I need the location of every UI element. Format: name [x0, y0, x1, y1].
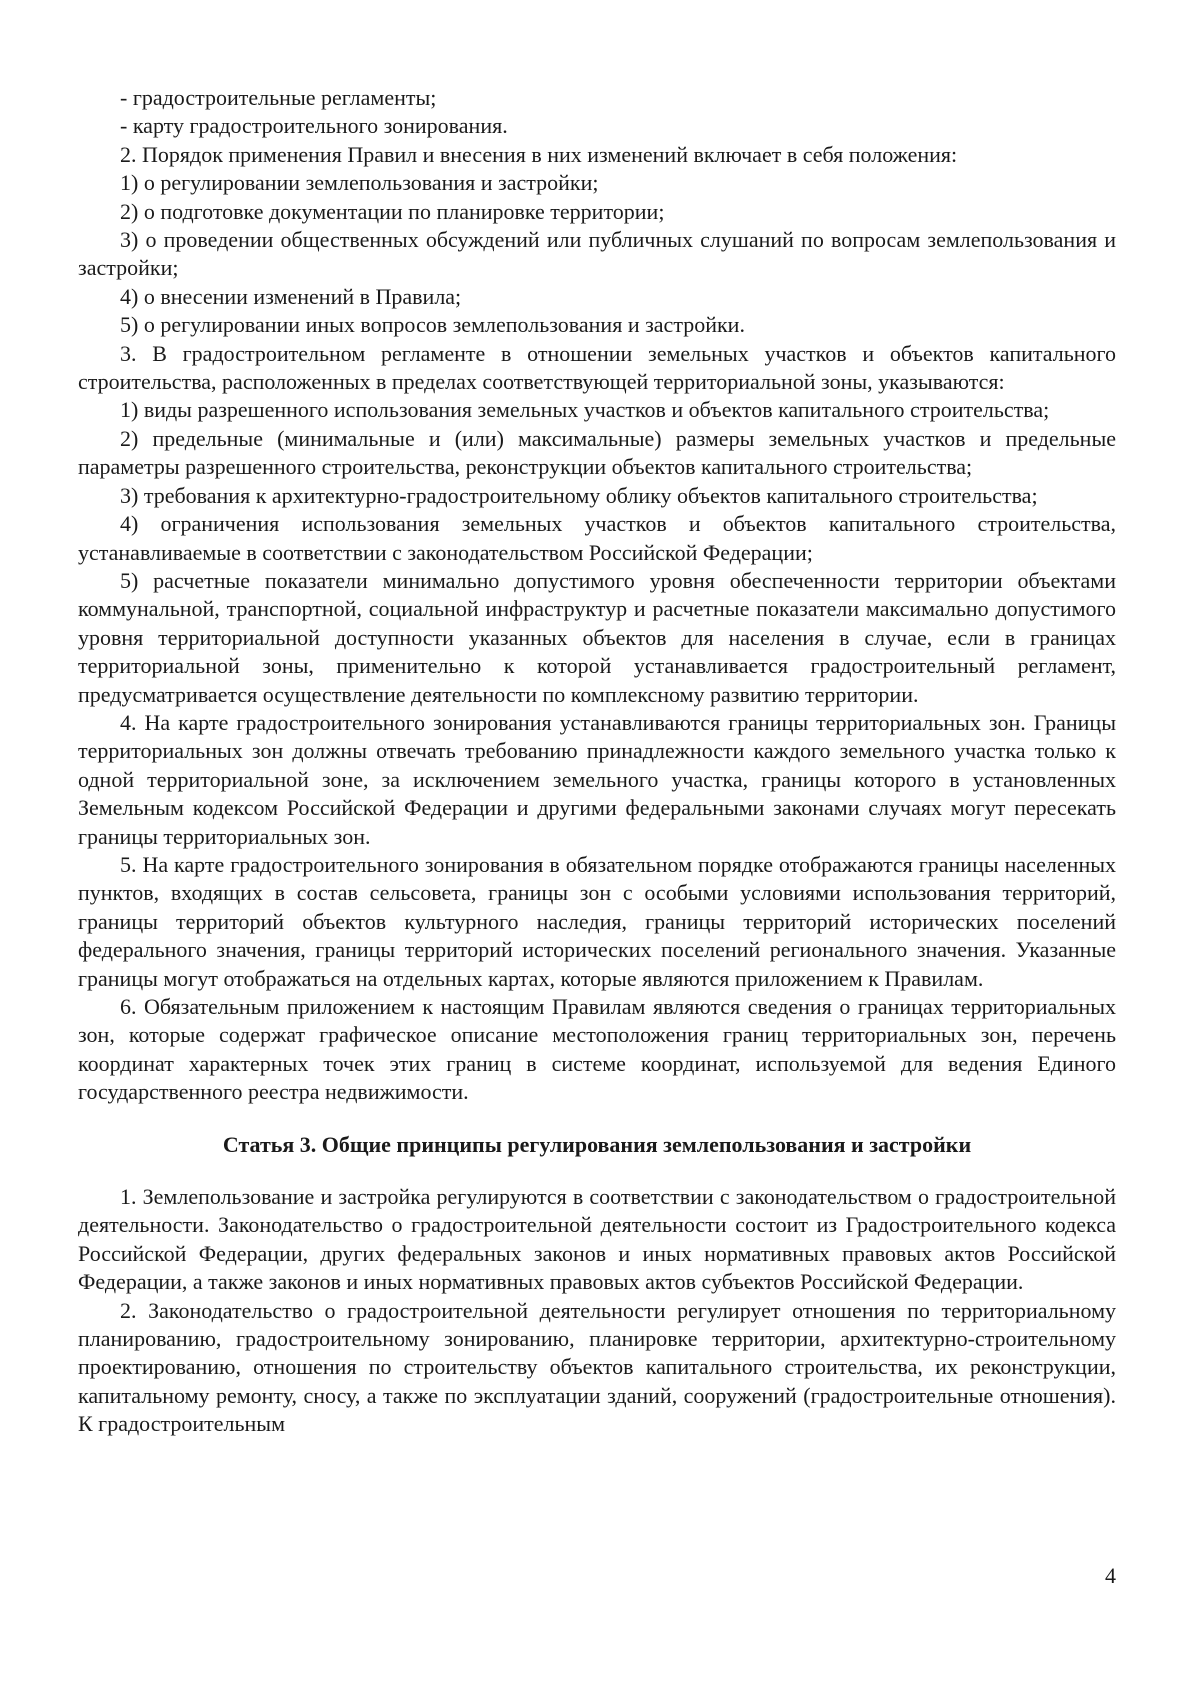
paragraph: 3) о проведении общественных обсуждений или публичных слушаний по вопросам землепользования и застройки;	[78, 227, 1116, 281]
document-body	[78, 84, 1116, 1439]
paragraph: 2. Законодательство о градостроительной деятельности регулирует отношения по территориальному планированию, градостроительному зонированию, планировке территории, архитектурно-строительному проектированию, отношения по строительству объектов капитального строительства, их реконструкции, капитальному ремонту, сносу, а также по эксплуатации зданий, сооружений (градостроительные отношения). К градостроительным	[78, 1297, 1116, 1437]
paragraph: 6. Обязательным приложением к настоящим Правилам являются сведения о границах территориальных зон, которые содержат графическое описание местоположения границ территориальных зон, перечень координат характерных точек этих границ в системе координат, используемой для ведения Единого государственного реестра недвижимости.	[78, 994, 1116, 1105]
paragraph: - градостроительные регламенты;	[120, 85, 437, 110]
paragraph: - карту градостроительного зонирования.	[120, 113, 508, 139]
paragraph: 5) расчетные показатели минимально допустимого уровня обеспеченности территории объектами коммунальной, транспортной, социальной инфраструктур и расчетные показатели максимально допустимого уровня территориальной доступности указанных объектов для населения в случае, если в границах территориальной зоны, применительно к которой устанавливается градостроительный регламент, предусматривается осуществление деятельности по комплексному развитию территории.	[78, 567, 1116, 707]
page-number: 4	[1105, 1563, 1116, 1588]
paragraph: 4. На карте градостроительного зонирования устанавливаются границы территориальных зон. Границы территориальных зон должны отвечать требованию принадлежности каждого земельного участка только к одной территориальной зоне, за исключением земельного участка, границы которого в установленных Земельным кодексом Российской Федерации и другими федеральными законами случаях могут пересекать границы территориальных зон.	[78, 709, 1116, 849]
paragraph: 5) о регулировании иных вопросов землепользования и застройки.	[120, 312, 745, 338]
paragraph: 2. Порядок применения Правил и внесения в них изменений включает в себя положения:	[120, 141, 958, 167]
paragraph: 4) ограничения использования земельных участков и объектов капитального строительства, устанавливаемые в соответствии с законодательством Российской Федерации;	[78, 511, 1116, 565]
paragraph: 1) о регулировании землепользования и застройки;	[120, 170, 599, 196]
paragraph: 5. На карте градостроительного зонирования в обязательном порядке отображаются границы населенных пунктов, входящих в состав сельсовета, границы зон с особыми условиями использования территорий, границы территорий объектов культурного наследия, границы территорий исторических поселений федерального значения, границы территорий исторических поселений регионального значения. Указанные границы могут отображаться на отдельных картах, которые являются приложением к Правилам.	[78, 851, 1116, 991]
paragraph: 3) требования к архитектурно-градостроительному облику объектов капитального строительства;	[120, 482, 1038, 508]
paragraph: 4) о внесении изменений в Правила;	[120, 283, 462, 309]
paragraph: 2) предельные (минимальные и (или) максимальные) размеры земельных участков и предельные параметры разрешенного строительства, реконструкции объектов капитального строительства;	[78, 425, 1116, 480]
article-heading: Статья 3. Общие принципы регулирования землепользования и застройки	[222, 1131, 972, 1157]
paragraph: 2) о подготовке документации по планировке территории;	[120, 198, 665, 224]
paragraph: 1) виды разрешенного использования земельных участков и объектов капитального строительства;	[120, 397, 1050, 423]
paragraph: 1. Землепользование и застройка регулируются в соответствии с законодательством о градостроительной деятельности. Законодательство о градостроительной деятельности состоит из Градостроительного кодекса Российской Федерации, других федеральных законов и иных нормативных правовых актов Российской Федерации, а также законов и иных нормативных правовых актов субъектов Российской Федерации.	[78, 1184, 1116, 1295]
paragraph: 3. В градостроительном регламенте в отношении земельных участков и объектов капитального строительства, расположенных в пределах соответствующей территориальной зоны, указываются:	[78, 340, 1116, 395]
